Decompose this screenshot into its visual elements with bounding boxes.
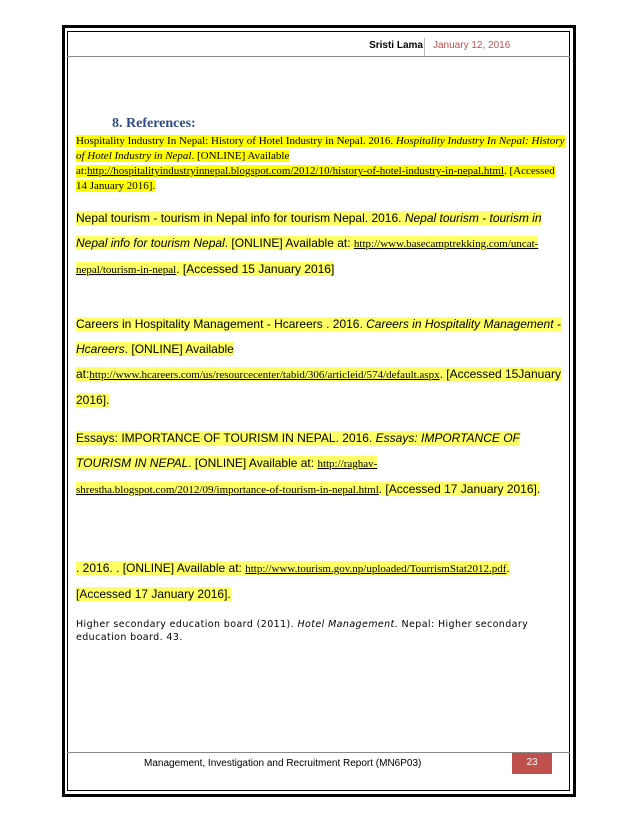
reference-link[interactable]: http://www.basecamptrekking.com/uncat-nepal/tourism-in-nepal (76, 238, 539, 276)
reference-highlight (76, 211, 542, 276)
reference-title: Nepal tourism - tourism in Nepal info for tourism Nepal (76, 211, 542, 250)
page-number: 23 (526, 757, 538, 768)
reference-text: . [ONLINE] Available at: (76, 342, 234, 381)
reference-highlight (76, 135, 565, 192)
reference-accessed: . [Accessed 15 January 2016] (176, 262, 335, 276)
reference-title: Hospitality Industry In Nepal: History of Hotel Industry in Nepal (76, 135, 565, 162)
reference-text: Hospitality Industry In Nepal: History of Hotel Industry in Nepal. 2016. (76, 135, 396, 147)
reference-item (76, 556, 566, 607)
reference-text: Essays: IMPORTANCE OF TOURISM IN NEPAL. 2016. (76, 431, 376, 445)
reference-link[interactable]: http://www.hcareers.com/us/resourcecenter/tabid/306/articleid/574/default.aspx (89, 369, 440, 381)
reference-accessed: . [Accessed 17 January 2016]. (76, 561, 510, 601)
footer-rule (67, 752, 570, 753)
page-header (67, 38, 570, 56)
page-number-box (512, 753, 552, 774)
header-date-box (424, 38, 570, 56)
reference-accessed: . [Accessed 15January 2016]. (76, 367, 561, 407)
section-heading: 8. References: (112, 116, 196, 131)
reference-link[interactable]: http://raghav-shrestha.blogspot.com/2012/09/importance-of-tourism-in-nepal.html (76, 458, 379, 496)
reference-link[interactable]: http://www.tourism.gov.np/uploaded/TourrismStat2012.pdf (245, 563, 507, 575)
reference-highlight (76, 561, 510, 601)
reference-text: Careers in Hospitality Management - Hcareers . 2016. (76, 317, 367, 331)
reference-text: . [ONLINE] Available at: (224, 236, 354, 250)
reference-highlight (76, 317, 561, 407)
reference-item (76, 206, 566, 283)
reference-title: Careers in Hospitality Management - Hcareers (76, 317, 561, 356)
reference-text: . 2016. . [ONLINE] Available at: (76, 561, 246, 575)
reference-highlight (76, 431, 540, 496)
header-author: Sristi Lama (369, 40, 423, 51)
reference-text: . Nepal: Higher secondary education board. 43. (76, 619, 529, 643)
reference-item (76, 426, 566, 503)
reference-title: Essays: IMPORTANCE OF TOURISM IN NEPAL (76, 431, 520, 470)
reference-text: . [ONLINE] Available at: (76, 150, 290, 177)
reference-item (76, 312, 566, 413)
header-rule (67, 56, 570, 57)
reference-text: Higher secondary education board (2011). (76, 619, 298, 630)
reference-text: Nepal tourism - tourism in Nepal info for tourism Nepal. 2016. (76, 211, 405, 225)
reference-accessed: . [Accessed 17 January 2016]. (378, 482, 541, 496)
footer-report-title: Management, Investigation and Recruitment Report (MN6P03) (144, 758, 422, 769)
reference-title: Hotel Management (297, 619, 395, 630)
reference-link[interactable]: http://hospitalityindustryinnepal.blogspot.com/2012/10/history-of-hotel-industry-in-nepal.html (87, 165, 505, 177)
reference-accessed: . [Accessed 14 January 2016]. (76, 165, 555, 192)
reference-text: . [ONLINE] Available at: (188, 456, 318, 470)
header-date: January 12, 2016 (433, 40, 511, 51)
reference-item (76, 134, 566, 194)
reference-item (76, 618, 566, 644)
